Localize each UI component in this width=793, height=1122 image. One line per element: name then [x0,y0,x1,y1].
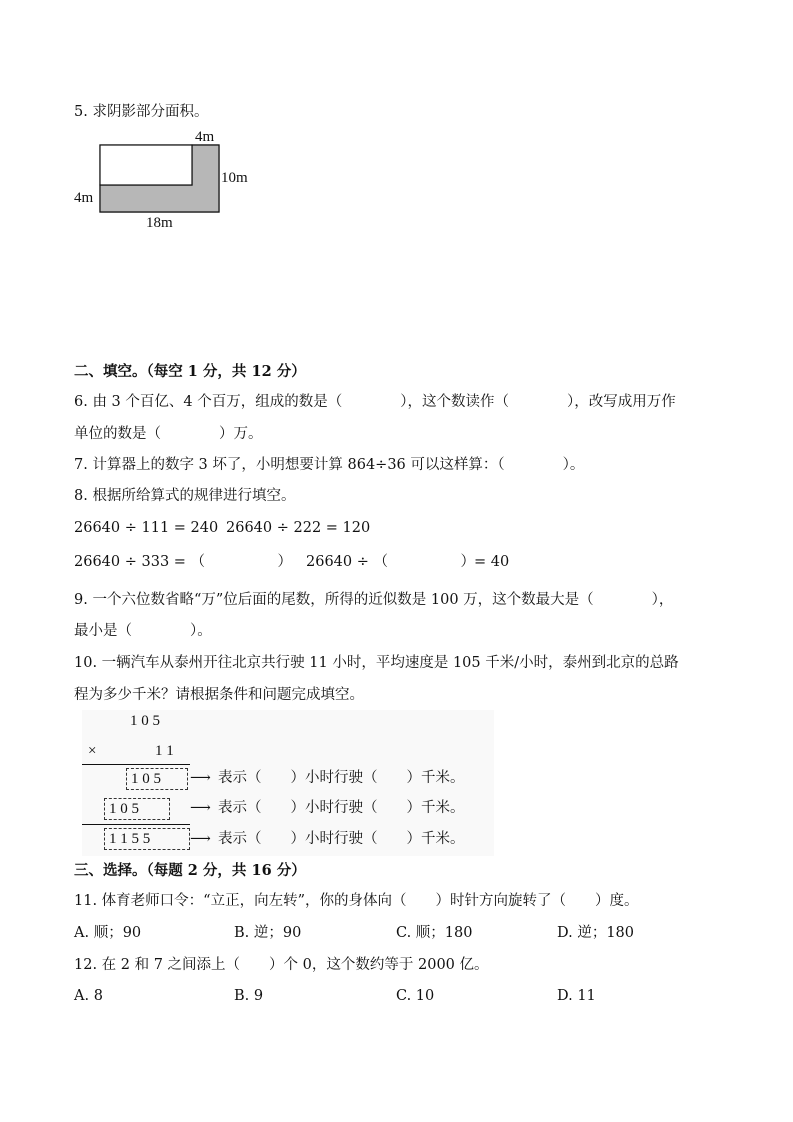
label-left: 4m [74,190,94,206]
partial1: 1 0 5 [131,771,161,787]
q12-text: 12. 在 2 和 7 之间添上（ ）个 0，这个数约等于 2000 亿。 [74,957,489,973]
q8-eq1: 26640 ÷ 111 = 240 [74,520,219,536]
arrow-3: ⟶ [190,831,211,847]
note1: 表示（ ）小时行驶（ ）千米。 [218,770,465,786]
q8-eq4a: 26640 ÷ （ ） [306,554,475,570]
q12-option-c[interactable]: C. 10 [396,988,435,1004]
q12-option-a[interactable]: A. 8 [74,988,103,1004]
label-bottom: 18m [146,215,173,231]
q11-option-b[interactable]: B. 逆；90 [234,925,302,941]
label-right: 10m [221,170,248,186]
q6-line1: 6. 由 3 个百亿、4 个百万，组成的数是（ ），这个数读作（ ），改写成用万作 [74,394,676,410]
q11-option-d[interactable]: D. 逆；180 [557,925,635,941]
q9-line2: 最小是（ ）。 [74,623,212,639]
multiplier: 1 1 [155,743,174,759]
q11-option-c[interactable]: C. 顺；180 [396,925,473,941]
label-top: 4m [195,129,215,145]
q6-line2: 单位的数是（ ）万。 [74,426,263,442]
inner-white-rect [100,145,192,185]
q8-eq2: 26640 ÷ 222 = 120 [226,520,371,536]
q8-eq3: 26640 ÷ 333 = （ ） [74,554,293,570]
q8-eq4b: = 40 [474,554,510,570]
q10-line1: 10. 一辆汽车从泰州开往北京共行驶 11 小时，平均速度是 105 千米/小时，泰州到北京的总路 [74,655,679,671]
section3-title: 三、选择。（每题 2 分，共 16 分） [74,862,306,879]
q12-option-d[interactable]: D. 11 [557,988,596,1004]
q11-option-a[interactable]: A. 顺；90 [74,925,142,941]
q10-line2: 程为多少千米？请根据条件和问题完成填空。 [74,687,364,703]
arrow-1: ⟶ [190,770,211,786]
rule-1 [82,764,190,765]
partial2: 1 0 5 [109,801,139,817]
q12-option-b[interactable]: B. 9 [234,988,264,1004]
q5-text: 5. 求阴影部分面积。 [74,104,209,120]
multiplicand: 1 0 5 [130,713,160,729]
section2-title: 二、填空。（每空 1 分，共 12 分） [74,363,306,380]
q11-text: 11. 体育老师口令：“立正，向左转”，你的身体向（ ）时针方向旋转了（ ）度。 [74,893,639,909]
q7-text: 7. 计算器上的数字 3 坏了，小明想要计算 864÷36 可以这样算：（ ）。 [74,457,585,473]
q8-text: 8. 根据所给算式的规律进行填空。 [74,488,296,504]
note3: 表示（ ）小时行驶（ ）千米。 [218,831,465,847]
note2: 表示（ ）小时行驶（ ）千米。 [218,800,465,816]
rule-2 [82,824,190,825]
times-sign: × [88,743,97,759]
arrow-2: ⟶ [190,800,211,816]
q9-line1: 9. 一个六位数省略“万”位后面的尾数，所得的近似数是 100 万，这个数最大是（ ）， [74,592,674,608]
total: 1 1 5 5 [109,831,151,847]
